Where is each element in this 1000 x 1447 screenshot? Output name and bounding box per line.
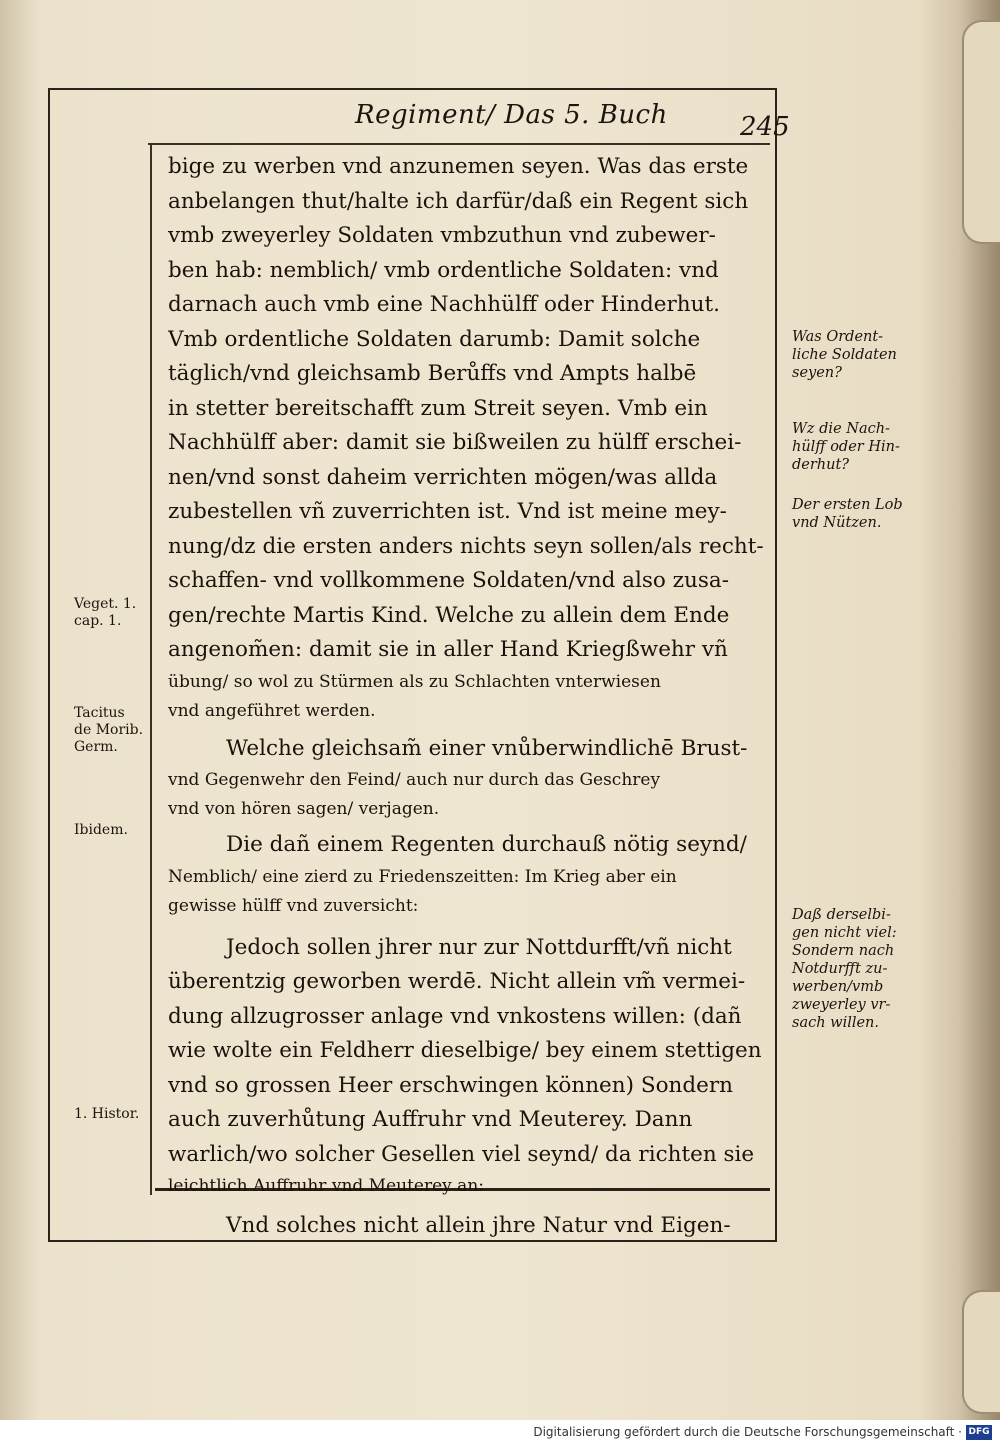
text-line: vnd von hören sagen/ verjagen. (168, 799, 440, 819)
margin-rule (150, 145, 152, 1195)
text-line: ben hab: nemblich/ vmb ordentliche Soldaten: vnd (168, 257, 719, 283)
text-line: vnd so grossen Heer erschwingen können) Sondern (168, 1072, 733, 1098)
margin-note-right: Daß derselbi- gen nicht viel: Sondern nach Notdurfft zu- werben/vmb zweyerley vr- sach willen. (792, 907, 897, 1031)
text-line: Nemblich/ eine zierd zu Friedenszeitten: Im Krieg aber ein (168, 866, 677, 887)
page-tab-top (962, 20, 1000, 244)
text-line: warlich/wo solcher Gesellen viel seynd/ da richten sie (168, 1141, 755, 1167)
body-text (168, 150, 773, 1244)
footer-bar (0, 1420, 1000, 1447)
text-line: anbelangen thut/halte ich darfür/daß ein Regent sich (168, 188, 749, 214)
text-line: vmb zweyerley Soldaten vmbzuthun vnd zubewer- (168, 223, 716, 248)
footer-credit: Digitalisierung gefördert durch die Deutsche Forschungsgemeinschaft · (533, 1425, 962, 1439)
dfg-logo-icon: DFG (966, 1425, 992, 1440)
margin-note-left: Tacitus de Morib. Germ. (74, 705, 144, 755)
margin-note-left: Ibidem. (74, 822, 128, 838)
text-line: gen/rechte Martis Kind. Welche zu allein dem Ende (168, 602, 730, 628)
text-line: in stetter bereitschafft zum Streit seyen. Vmb ein (168, 395, 708, 421)
text-line: bige zu werben vnd anzunemen seyen. Was das erste (168, 154, 749, 179)
text-line: darnach auch vmb eine Nachhülff oder Hinderhut. (168, 292, 720, 317)
text-line: Vmb ordentliche Soldaten darumb: Damit solche (168, 326, 701, 352)
text-line: Nachhülff aber: damit sie bißweilen zu hülff erschei- (168, 430, 742, 455)
text-line: Die dañ einem Regenten durchauß nötig seynd/ (226, 832, 747, 857)
text-line: dung allzugrosser anlage vnd vnkostens willen: (dañ (168, 1003, 742, 1029)
text-line: leichtlich Auffruhr vnd Meuterey an: (168, 1176, 484, 1196)
text-line: auch zuverhůtung Auffruhr vnd Meuterey. Dann (168, 1107, 693, 1132)
page-tab-bottom (962, 1290, 1000, 1414)
text-line: übung/ so wol zu Stürmen als zu Schlachten vnterwiesen (168, 671, 661, 692)
text-line: wie wolte ein Feldherr dieselbige/ bey einem stettigen (168, 1038, 762, 1063)
page-number: 245 (740, 112, 790, 142)
margin-note-right: Was Ordent- liche Soldaten seyen? (792, 329, 897, 381)
margin-note-left: Veget. 1. cap. 1. (74, 596, 137, 629)
text-line: angenom̃en: damit sie in aller Hand Kriegßwehr vñ (168, 637, 728, 662)
text-line: zubestellen vñ zuverrichten ist. Vnd ist meine mey- (168, 499, 727, 524)
text-line: Welche gleichsam̃ einer vnůberwindlichē Brust- (226, 735, 748, 761)
margin-note-right: Wz die Nach- hülff oder Hin- derhut? (792, 421, 900, 473)
text-line: Jedoch sollen jhrer nur zur Nottdurfft/vñ nicht (226, 934, 732, 960)
running-head: Regiment/ Das 5. Buch (355, 100, 668, 130)
text-line: überentzig geworben werdē. Nicht allein vm̃ vermei- (168, 969, 746, 994)
text-line: vnd Gegenwehr den Feind/ auch nur durch das Geschrey (168, 770, 661, 790)
text-line: nung/dz die ersten anders nichts seyn sollen/als recht- (168, 533, 764, 559)
text-line: Vnd solches nicht allein jhre Natur vnd Eigen- (226, 1213, 731, 1238)
header-rule (148, 143, 770, 145)
text-line: nen/vnd sonst daheim verrichten mögen/was allda (168, 464, 718, 490)
text-line: vnd angeführet werden. (168, 700, 376, 721)
margin-note-left: 1. Histor. (74, 1106, 140, 1122)
text-line: gewisse hülff vnd zuversicht: (168, 895, 419, 916)
text-line: schaffen- vnd vollkommene Soldaten/vnd also zusa- (168, 568, 729, 593)
margin-note-right: Der ersten Lob vnd Nützen. (792, 497, 903, 531)
text-line: täglich/vnd gleichsamb Berůffs vnd Ampts halbē (168, 361, 697, 386)
